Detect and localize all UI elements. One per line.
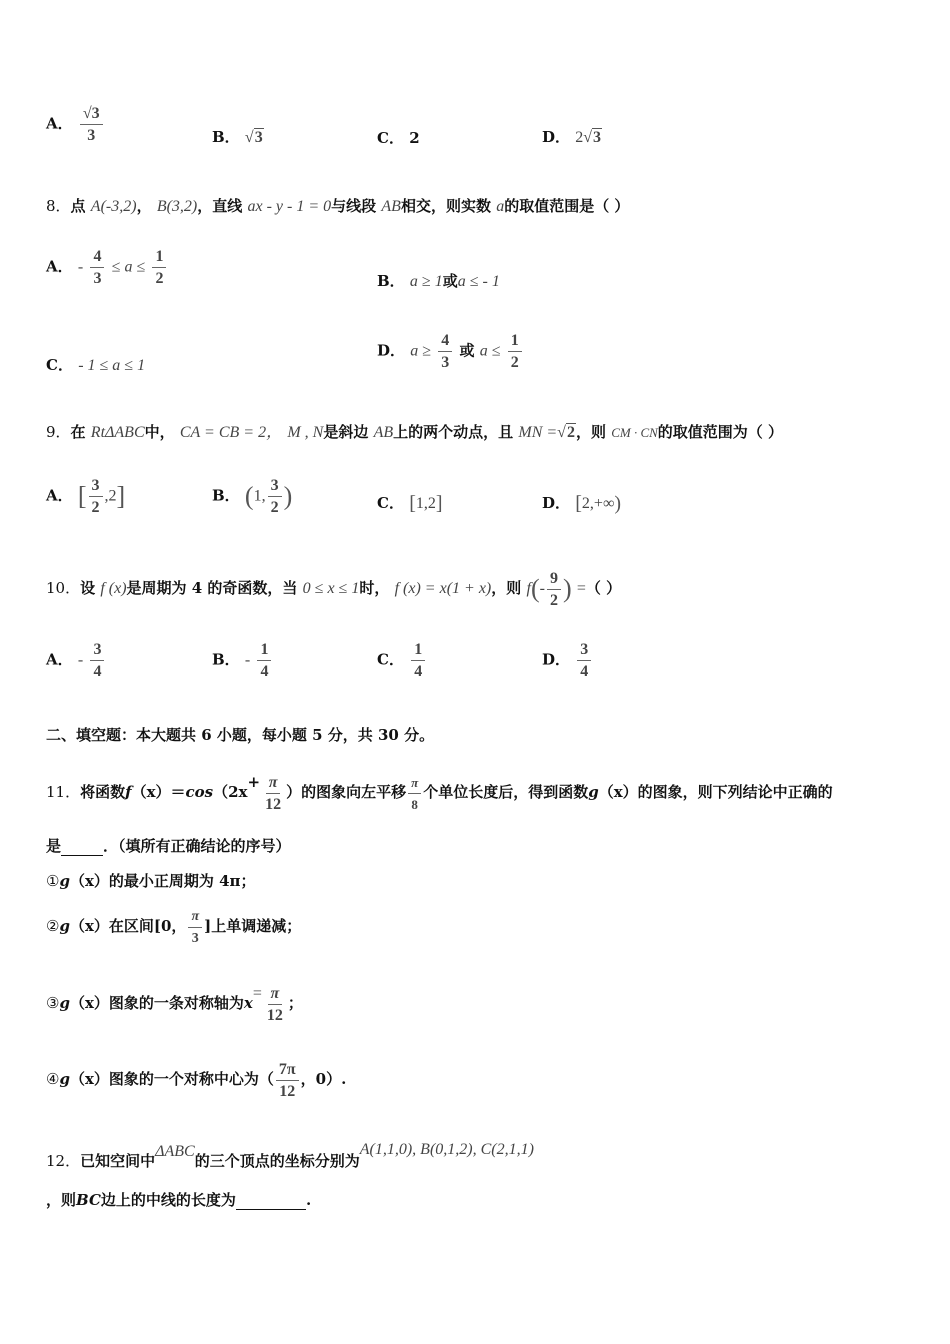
q11-stem: 11．将函数f（x）＝cos（2x+ $\frac{\pi}{12}$ ）的图象向左平移 $\frac{\pi}{8}$ 个单位长度后，得到函数g（x）的图象，则下列结论中正确的 (46, 773, 833, 813)
question-number: 10． (46, 579, 81, 597)
option-label: D． (542, 494, 571, 512)
q11-statement-4: ④g（x）图象的一个对称中心为（ $\frac{7\pi}{12}$ ，0）. (46, 1060, 347, 1100)
option-label: D． (377, 341, 406, 360)
option-label: C． (377, 129, 404, 147)
option-value: 2 (409, 129, 420, 147)
option-label: A． (46, 257, 73, 276)
point-b: B(3,2) (156, 198, 198, 215)
q7-option-b (212, 126, 264, 147)
question-number: 11． (46, 783, 81, 801)
option-label: C． (377, 650, 404, 669)
q8-option-b: B． a ≥ 1或a ≤ - 1 (377, 272, 500, 290)
fraction: $\frac{√3}{3}$ (80, 104, 103, 145)
line-equation: ax - y - 1 = 0 (247, 198, 332, 215)
sqrt-expression: √3 (583, 129, 602, 146)
answer-blank[interactable] (61, 855, 103, 856)
q12-stem-line2: ，则BC边上的中线的长度为 . (46, 1191, 312, 1209)
q11-statement-1: ①g（x）的最小正周期为 4π； (46, 872, 256, 890)
q10-option-b: B． - $\frac{1}{4}$ (212, 640, 273, 681)
option-label: B． (212, 486, 240, 505)
q9-option-d: D． [2,+∞) (542, 492, 622, 515)
question-number: 12． (46, 1152, 81, 1170)
q10-stem: 10．设 f (x)是周期为 4 的奇函数，当 0 ≤ x ≤ 1时， f (x) = x(1 + x)，则 f(- $\frac{9}{2}$ ) =（ ） (46, 569, 622, 609)
q9-option-c: C． [1,2] (377, 492, 443, 515)
option-label: C． (377, 494, 404, 512)
q7-option-a (46, 104, 105, 145)
q9-stem: 9．在 RtΔABC中， CA = CB = 2， M , N是斜边 AB上的两个动点，且 MN =√2，则 CM · CN的取值范围为（ ） (46, 423, 784, 441)
section-heading: 二、填空题：本大题共 6 小题，每小题 5 分，共 30 分。 (46, 726, 435, 744)
question-number: 8． (46, 197, 71, 215)
answer-blank[interactable] (236, 1209, 306, 1210)
option-label: B． (212, 650, 240, 669)
option-label: A． (46, 114, 73, 133)
q9-option-a: A． [ $\frac{3}{2}$ ,2] (46, 477, 126, 516)
q12-stem: 12．已知空间中ΔABC的三个顶点的坐标分别为A(1,1,0), B(0,1,2), C(2,1,1) (46, 1141, 534, 1170)
sqrt-expression: √3 (244, 129, 263, 146)
option-label: C． (46, 356, 73, 374)
option-label: D． (542, 128, 571, 146)
q7-option-c (377, 127, 420, 148)
q8-option-c: C． - 1 ≤ a ≤ 1 (46, 356, 146, 374)
option-label: A． (46, 650, 73, 669)
option-label: D． (542, 650, 571, 669)
q10-option-a: A． - $\frac{3}{4}$ (46, 640, 106, 681)
question-number: 9． (46, 423, 71, 441)
option-label: B． (212, 128, 240, 146)
q11-statement-3: ③g（x）图象的一条对称轴为x= $\frac{\pi}{12}$ ； (46, 984, 303, 1024)
q7-option-d: D． 2√3 (542, 128, 602, 146)
q9-option-b: B． (1, $\frac{3}{2}$ ) (212, 477, 293, 516)
q11-stem-line2: 是 ．（填所有正确结论的序号） (46, 837, 291, 855)
option-label: A． (46, 486, 73, 505)
q8-stem: 8．点 A(-3,2)， B(3,2)，直线 ax - y - 1 = 0与线段 AB相交，则实数 a的取值范围是（ ） (46, 197, 630, 215)
point-a: A(-3,2) (90, 198, 137, 215)
q8-option-d: D． a ≥ $\frac{4}{3}$ 或 a ≤ $\frac{1}{2}$ (377, 331, 524, 372)
q10-option-c: C． $\frac{1}{4}$ (377, 640, 427, 681)
q10-option-d: D． $\frac{3}{4}$ (542, 640, 593, 681)
option-label: B． (377, 272, 405, 290)
q8-option-a: A． - $\frac{4}{3}$ ≤ a ≤ $\frac{1}{2}$ (46, 247, 168, 288)
q11-statement-2: ②g（x）在区间[0， $\frac{\pi}{3}$ ]上单调递减； (46, 908, 302, 946)
